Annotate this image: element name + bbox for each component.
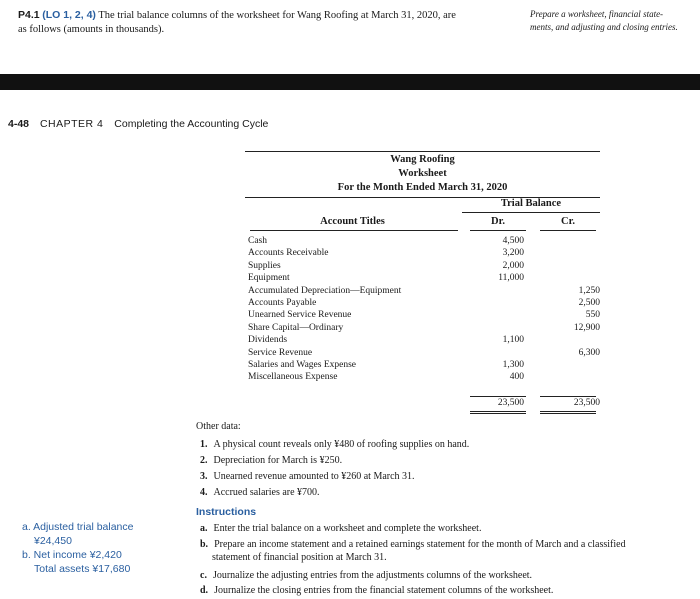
instruction-text: Enter the trial balance on a worksheet and complete the worksheet. xyxy=(213,523,482,534)
instruction-letter: c. xyxy=(200,570,207,581)
item-text: A physical count reveals only ¥480 of roofing supplies on hand. xyxy=(213,439,470,450)
worksheet-name: Worksheet xyxy=(398,168,447,179)
instruction-text-line2: statement of financial position at March 31. xyxy=(212,552,387,563)
credit-amount: 550 xyxy=(585,310,600,321)
credit-amount: 2,500 xyxy=(578,297,600,308)
instruction-a xyxy=(200,522,670,535)
chapter-title: Completing the Accounting Cycle xyxy=(114,118,269,130)
problem-text-line1: The trial balance columns of the worksheet for Wang Roofing at March 31, 2020, are xyxy=(98,10,456,21)
chapter-label: CHAPTER 4 xyxy=(39,118,104,130)
side-note xyxy=(530,8,690,34)
column-debit: Dr. xyxy=(491,216,505,227)
item-text: Depreciation for March is ¥250. xyxy=(213,455,343,466)
side-note-line2: ments, and adjusting and closing entries. xyxy=(530,22,678,32)
other-data-item xyxy=(200,487,320,498)
credit-total: 23,500 xyxy=(573,398,600,408)
problem-text-line2: as follows (amounts in thousands). xyxy=(18,24,165,35)
instruction-letter: b. xyxy=(200,539,209,550)
account-title: Service Revenue xyxy=(248,347,313,358)
instruction-b xyxy=(200,538,670,564)
check-figures xyxy=(22,520,182,576)
instruction-text: Journalize the closing entries from the financial statement columns of the worksheet. xyxy=(214,585,554,596)
item-text: Unearned revenue amounted to ¥260 at March 31. xyxy=(213,471,415,482)
instruction-letter: a. xyxy=(200,523,208,534)
trial-balance-rule xyxy=(462,212,600,213)
item-number: 1. xyxy=(200,439,208,450)
account-title: Share Capital—Ordinary xyxy=(248,322,344,333)
debit-amount: 3,200 xyxy=(502,248,524,259)
table-row xyxy=(248,260,603,272)
credit-header-underline xyxy=(540,230,596,231)
instruction-text: Journalize the adjusting entries from the adjustments columns of the worksheet. xyxy=(212,570,533,581)
column-credit: Cr. xyxy=(561,216,575,227)
account-title: Miscellaneous Expense xyxy=(248,372,338,383)
instructions-heading: Instructions xyxy=(196,506,257,518)
table-row xyxy=(248,285,603,297)
table-row xyxy=(248,272,603,284)
item-text: Accrued salaries are ¥700. xyxy=(213,487,320,498)
credit-amount: 12,900 xyxy=(573,322,600,333)
credit-amount: 6,300 xyxy=(578,347,600,358)
table-row xyxy=(248,297,603,309)
account-title: Accounts Receivable xyxy=(248,248,329,259)
answer-b-value: Total assets ¥17,680 xyxy=(34,563,131,575)
debit-amount: 2,000 xyxy=(502,260,524,271)
account-title: Accumulated Depreciation—Equipment xyxy=(248,285,402,296)
other-data-item xyxy=(200,455,342,466)
account-title: Accounts Payable xyxy=(248,297,317,308)
table-row xyxy=(248,371,603,383)
chapter-header xyxy=(8,118,268,130)
debit-total: 23,500 xyxy=(497,398,524,408)
worksheet-company: Wang Roofing xyxy=(390,154,455,165)
account-title: Unearned Service Revenue xyxy=(248,310,352,321)
debit-amount: 1,300 xyxy=(502,359,524,370)
table-row xyxy=(248,347,603,359)
debit-amount: 1,100 xyxy=(502,335,524,346)
item-number: 4. xyxy=(200,487,208,498)
item-number: 2. xyxy=(200,455,208,466)
worksheet-top-rule xyxy=(245,151,600,152)
problem-statement xyxy=(18,8,518,37)
table-row xyxy=(248,334,603,346)
credit-sum-rule xyxy=(540,396,596,397)
debit-amount: 4,500 xyxy=(502,236,524,246)
instruction-text-line1: Prepare an income statement and a retained earnings statement for the month of March and a classified xyxy=(214,539,626,550)
credit-amount: 1,250 xyxy=(578,285,600,296)
account-title: Supplies xyxy=(248,260,281,271)
trial-balance-rows xyxy=(248,235,603,384)
other-data-item xyxy=(200,439,469,450)
instruction-c xyxy=(200,569,670,582)
table-row xyxy=(248,247,603,259)
other-data-label: Other data: xyxy=(196,421,241,432)
account-title: Equipment xyxy=(248,273,290,284)
account-title: Dividends xyxy=(248,335,288,346)
learning-objectives: (LO 1, 2, 4) xyxy=(42,9,96,21)
item-number: 3. xyxy=(200,471,208,482)
other-data-item xyxy=(200,471,415,482)
instruction-letter: d. xyxy=(200,585,209,596)
debit-double-underline xyxy=(470,411,526,414)
account-title: Salaries and Wages Expense xyxy=(248,359,357,370)
account-header-underline xyxy=(250,230,458,231)
table-row xyxy=(248,359,603,371)
credit-double-underline xyxy=(540,411,596,414)
problem-number: P4.1 xyxy=(18,9,40,21)
instruction-d xyxy=(200,584,670,597)
page-number: 4-48 xyxy=(8,118,30,130)
debit-amount: 11,000 xyxy=(498,273,524,284)
side-note-line1: Prepare a worksheet, financial state- xyxy=(530,9,664,19)
answer-a-value: ¥24,450 xyxy=(34,535,72,547)
account-title: Cash xyxy=(248,236,267,246)
answer-b-label: b. Net income ¥2,420 xyxy=(22,549,122,561)
answer-a-label: a. Adjusted trial balance xyxy=(22,521,134,533)
worksheet-period: For the Month Ended March 31, 2020 xyxy=(337,182,508,193)
debit-amount: 400 xyxy=(509,372,524,383)
debit-sum-rule xyxy=(470,396,526,397)
page-divider-band xyxy=(0,74,700,90)
trial-balance-header: Trial Balance xyxy=(500,198,562,209)
table-row xyxy=(248,309,603,321)
table-row xyxy=(248,322,603,334)
table-row xyxy=(248,235,603,247)
column-account-titles: Account Titles xyxy=(320,216,385,227)
debit-header-underline xyxy=(470,230,526,231)
